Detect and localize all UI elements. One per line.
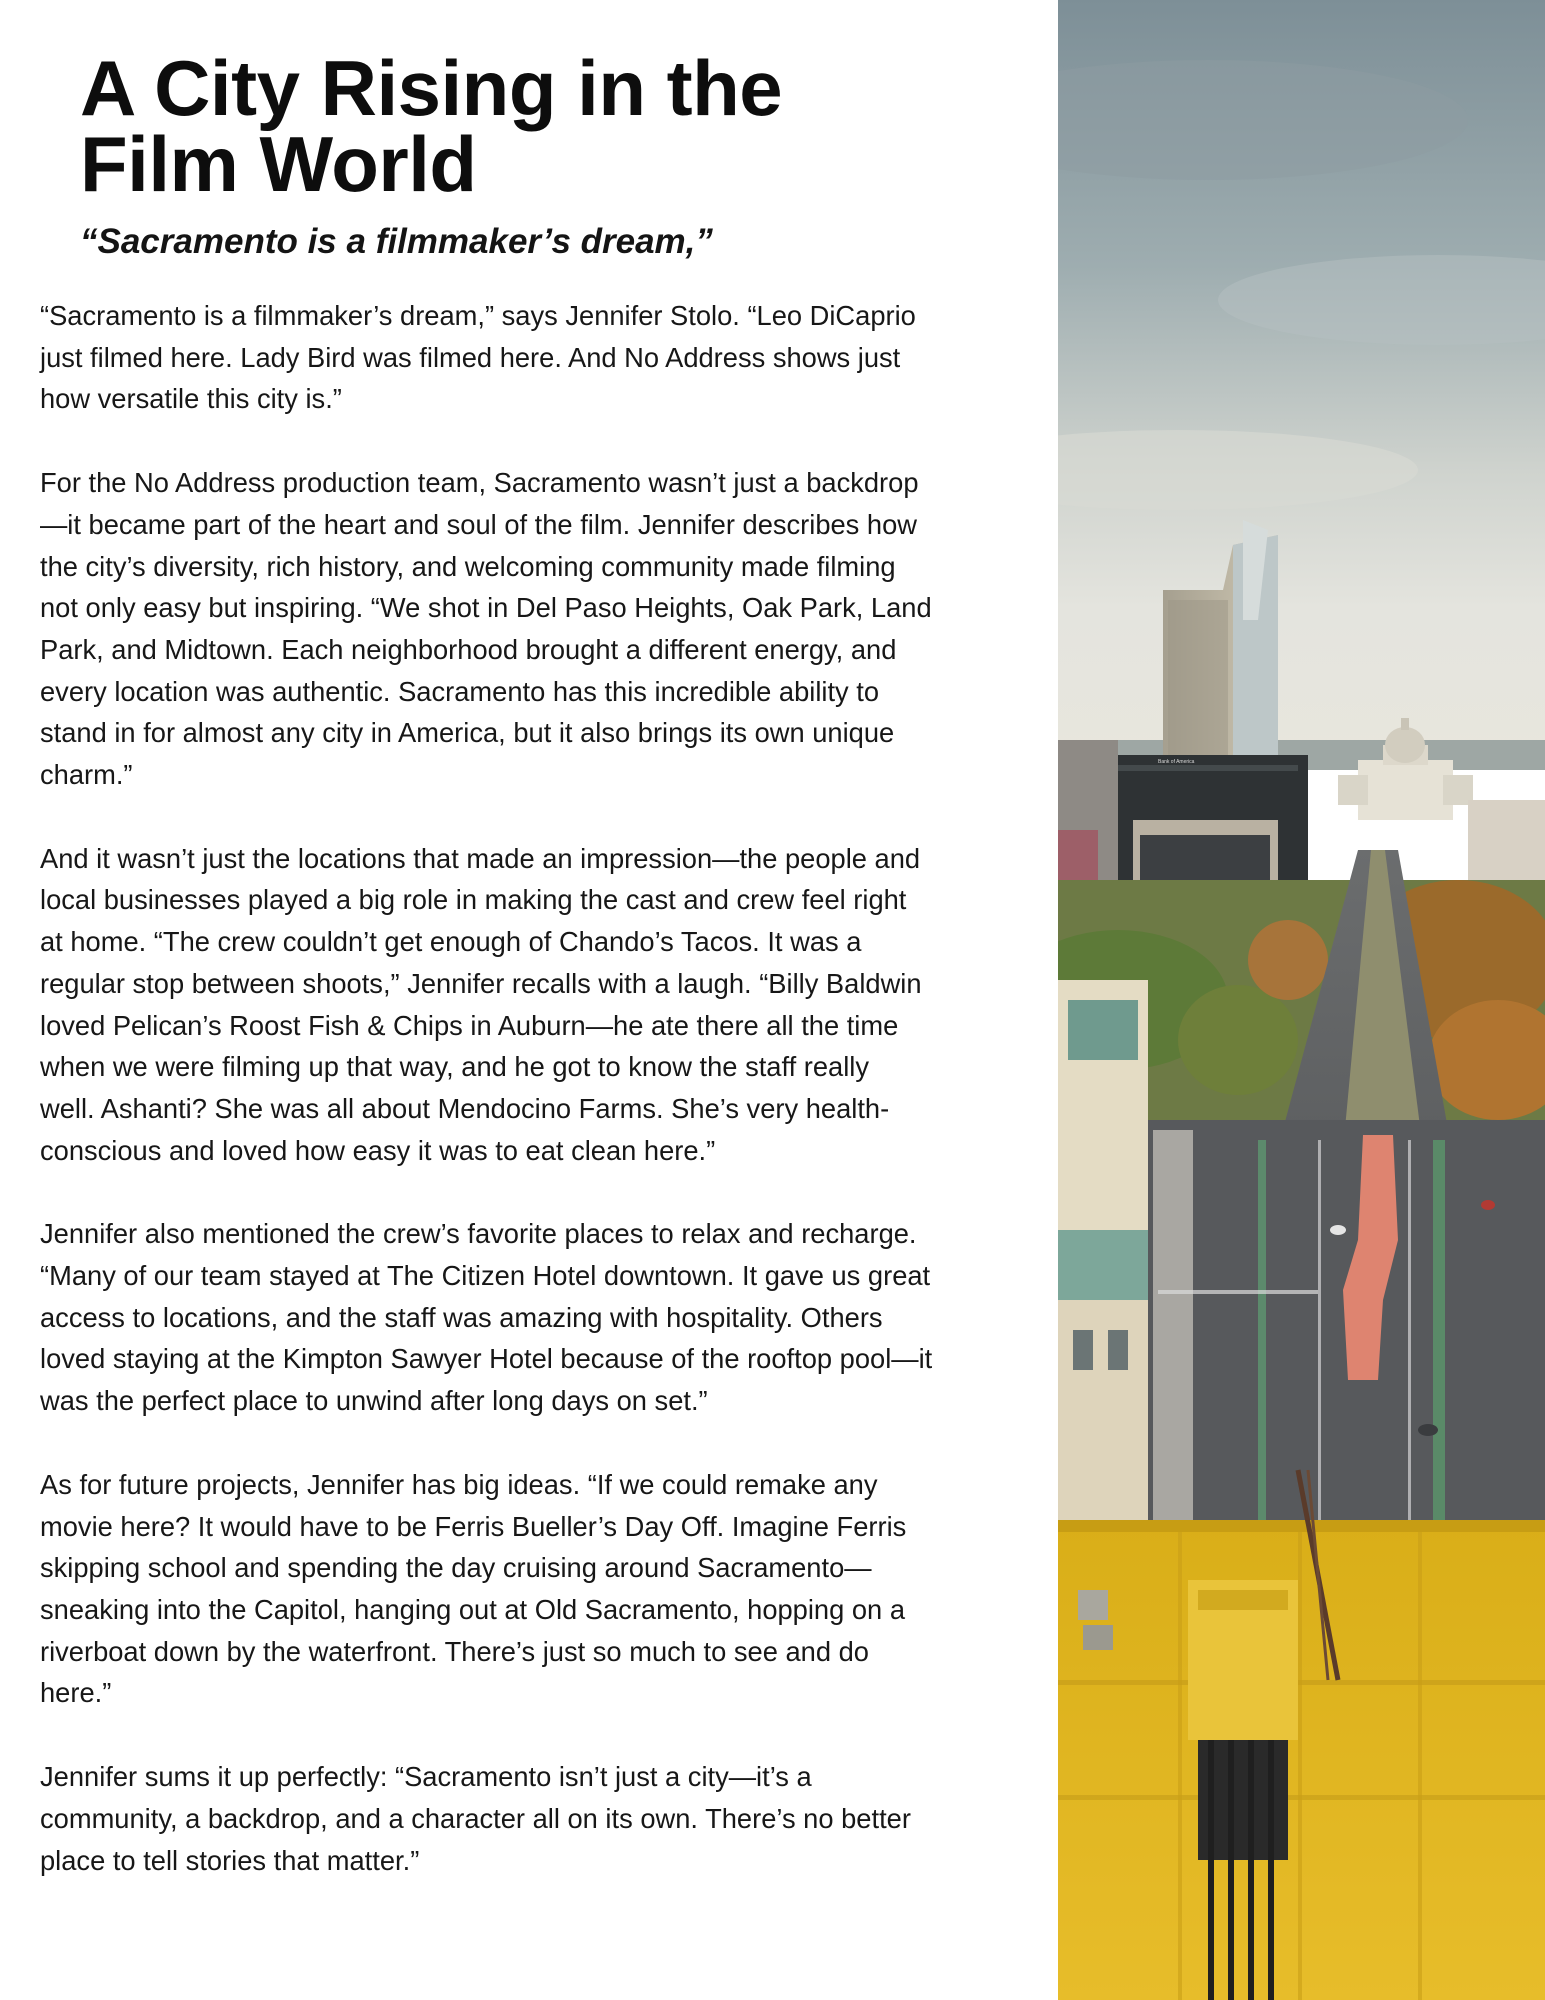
paragraph-line: And it wasn’t just the locations that made an impression—the people and: [40, 842, 921, 874]
article-paragraph: [40, 838, 1040, 1172]
paragraph-line: well. Ashanti? She was all about Mendocino Farms. She’s very health-: [40, 1092, 890, 1124]
paragraph-line: every location was authentic. Sacramento has this incredible ability to: [40, 675, 880, 707]
paragraph-line: regular stop between shoots,” Jennifer recalls with a laugh. “Billy Baldwin: [40, 967, 922, 999]
article-paragraph: [40, 295, 1040, 420]
paragraph-line: just filmed here. Lady Bird was filmed here. And No Address shows just: [40, 341, 901, 373]
paragraph-line: loved Pelican’s Roost Fish & Chips in Auburn—he ate there all the time: [40, 1009, 899, 1041]
paragraph-line: “Many of our team stayed at The Citizen Hotel downtown. It gave us great: [40, 1260, 931, 1292]
pull-quote: “Sacramento is a filmmaker’s dream,”: [80, 222, 713, 261]
paragraph-line: conscious and loved how easy it was to eat clean here.”: [40, 1134, 716, 1166]
article-body: [40, 295, 1040, 1923]
paragraph-line: was the perfect place to unwind after long days on set.”: [40, 1385, 708, 1417]
paragraph-line: Jennifer also mentioned the crew’s favorite places to relax and recharge.: [40, 1218, 917, 1250]
paragraph-line: community, a backdrop, and a character all on its own. There’s no better: [40, 1802, 911, 1834]
article-paragraph: [40, 462, 1040, 796]
paragraph-line: access to locations, and the staff was amazing with hospitality. Others: [40, 1301, 883, 1333]
paragraph-line: movie here? It would have to be Ferris Bueller’s Day Off. Imagine Ferris: [40, 1510, 907, 1542]
article-title: [80, 44, 980, 208]
paragraph-line: not only easy but inspiring. “We shot in Del Paso Heights, Oak Park, Land: [40, 592, 932, 624]
paragraph-line: —it became part of the heart and soul of the film. Jennifer describes how: [40, 508, 917, 540]
paragraph-line: For the No Address production team, Sacramento wasn’t just a backdrop: [40, 467, 919, 499]
paragraph-line: As for future projects, Jennifer has big ideas. “If we could remake any: [40, 1468, 878, 1500]
photo-illustration: [1058, 0, 1545, 2000]
paragraph-line: sneaking into the Capitol, hanging out at Old Sacramento, hopping on a: [40, 1593, 905, 1625]
paragraph-line: how versatile this city is.”: [40, 383, 342, 415]
title-line-2: Film World: [80, 120, 477, 208]
paragraph-line: place to tell stories that matter.”: [40, 1844, 420, 1876]
paragraph-line: skipping school and spending the day cruising around Sacramento—: [40, 1552, 872, 1584]
paragraph-line: local businesses played a big role in making the cast and crew feel right: [40, 884, 907, 916]
paragraph-line: charm.”: [40, 759, 133, 791]
paragraph-line: loved staying at the Kimpton Sawyer Hotel because of the rooftop pool—it: [40, 1343, 933, 1375]
paragraph-line: at home. “The crew couldn’t get enough of Chando’s Tacos. It was a: [40, 926, 862, 958]
title-line-1: A City Rising in the: [80, 44, 783, 132]
paragraph-line: stand in for almost any city in America, but it also brings its own unique: [40, 717, 895, 749]
paragraph-line: Park, and Midtown. Each neighborhood brought a different energy, and: [40, 633, 897, 665]
paragraph-line: the city’s diversity, rich history, and welcoming community made filming: [40, 550, 896, 582]
article-paragraph: [40, 1756, 1040, 1881]
bank-sign: Bank of America: [1158, 759, 1195, 765]
paragraph-line: “Sacramento is a filmmaker’s dream,” says Jennifer Stolo. “Leo DiCaprio: [40, 300, 916, 331]
article-paragraph: [40, 1213, 1040, 1422]
paragraph-line: riverboat down by the waterfront. There’s just so much to see and do: [40, 1635, 869, 1667]
sacramento-street-photo: [1058, 0, 1545, 2000]
article-paragraph: [40, 1464, 1040, 1714]
paragraph-line: Jennifer sums it up perfectly: “Sacramento isn’t just a city—it’s a: [40, 1761, 812, 1793]
paragraph-line: when we were filming up that way, and he got to know the staff really: [40, 1051, 869, 1083]
paragraph-line: here.”: [40, 1677, 112, 1709]
